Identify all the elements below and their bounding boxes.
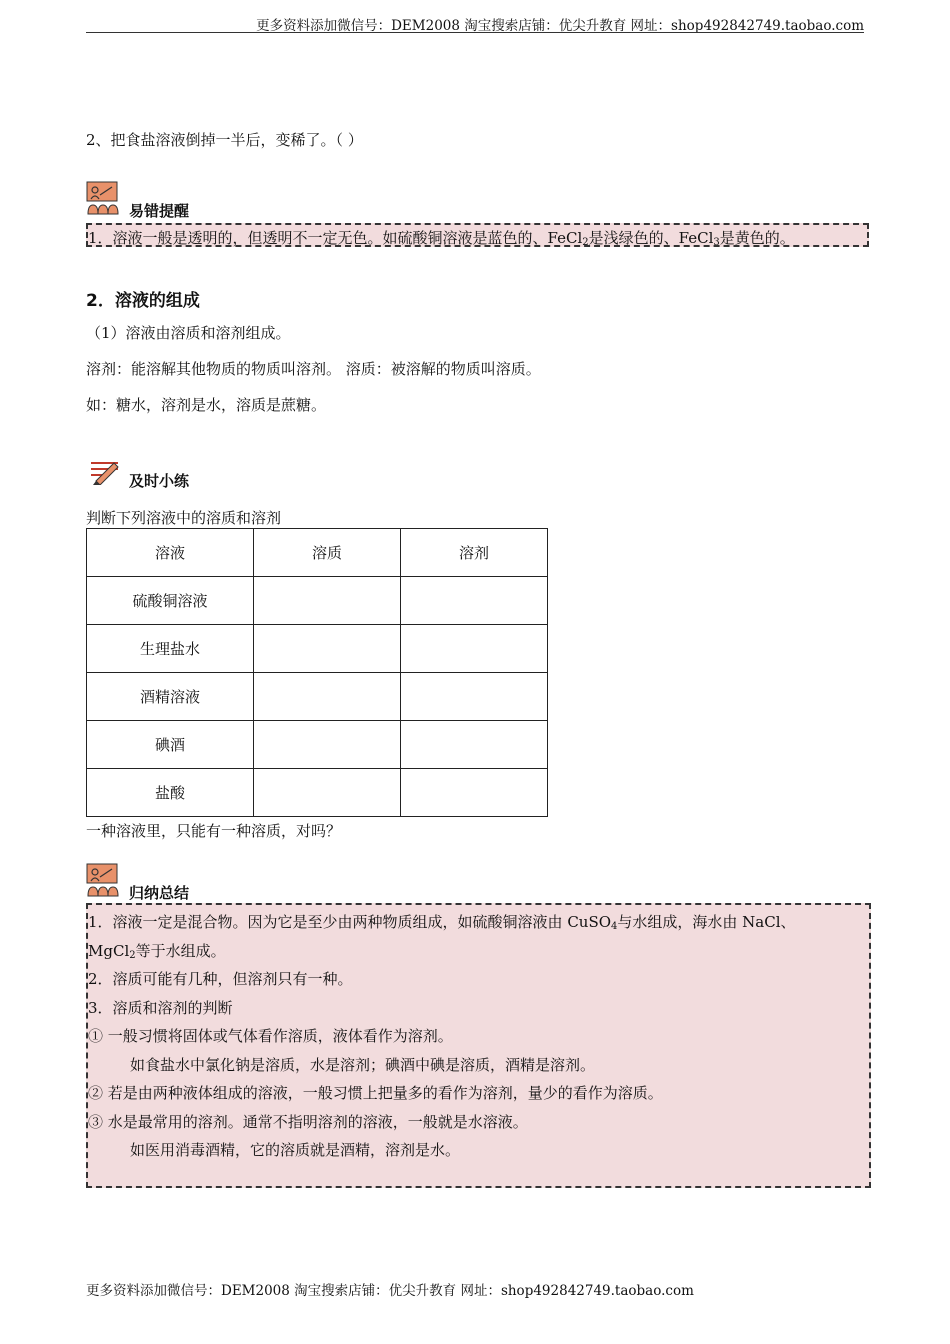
summary-sub: 2 [129,949,136,961]
tip-sub-a: 2 [582,237,589,248]
practice-question: 一种溶液里，只能有一种溶质，对吗？ [86,822,342,840]
section-title: 2．溶液的组成 [86,291,200,311]
summary-text: 等于水组成。 [135,941,226,960]
table-cell: 硫酸铜溶液 [87,577,254,625]
summary-sub: 4 [611,921,618,932]
summary-line: ③ 水是最常用的溶剂。通常不指明溶剂的溶液，一般就是水溶液。 [88,1112,528,1131]
table-header: 溶液 [87,529,254,577]
header-rule [86,32,864,33]
section-line-1: （1）溶液由溶质和溶剂组成。 [86,324,291,342]
table-header-row [87,529,548,577]
summary-line: 如医用消毒酒精，它的溶质就是酒精，溶剂是水。 [130,1141,461,1159]
table-cell [401,625,548,673]
tip-heading: 易错提醒 [129,202,190,220]
summary-text: 与水组成，海水由 NaCl、 [617,913,796,931]
table-row [87,721,548,769]
section-line-2: 溶剂：能溶解其他物质的物质叫溶剂。 溶质：被溶解的物质叫溶质。 [86,360,541,378]
tip-sub-b: 3 [713,237,720,248]
summary-line [88,908,865,937]
summary-line [88,937,865,966]
page-header: 更多资料添加微信号：DEM2008 淘宝搜索店铺：优尖升教育 网址：shop492842749.taobao.com [256,18,864,34]
table-cell [401,673,548,721]
table-cell: 生理盐水 [87,625,254,673]
summary-line: 3．溶质和溶剂的判断 [88,998,233,1017]
table-row [87,769,548,817]
practice-heading: 及时小练 [129,472,190,490]
page-footer: 更多资料添加微信号：DEM2008 淘宝搜索店铺：优尖升教育 网址：shop492842749.taobao.com [86,1283,694,1299]
table-cell: 碘酒 [87,721,254,769]
summary-heading: 归纳总结 [129,884,190,902]
table-cell [401,577,548,625]
table-cell [254,625,401,673]
summary-box [86,903,871,1188]
tip-text-b: 是浅绿色的、FeCl [588,229,714,247]
question-2: 2、把食盐溶液倒掉一半后，变稀了。（ ） [86,131,363,149]
section-line-3: 如：糖水，溶剂是水，溶质是蔗糖。 [86,396,327,414]
table-cell [254,673,401,721]
pencil-icon [88,459,122,489]
summary-line: 2．溶质可能有几种，但溶剂只有一种。 [88,970,353,988]
summary-text: 1．溶液一定是混合物。因为它是至少由两种物质组成，如硫酸铜溶液由 CuSO [88,913,612,931]
table-cell [401,721,548,769]
tip-text-a: 1．溶液一般是透明的，但透明不一定无色。如硫酸铜溶液是蓝色的、FeCl [88,229,583,247]
table-cell: 盐酸 [87,769,254,817]
table-cell [254,721,401,769]
table-cell [254,769,401,817]
table-row [87,577,548,625]
table-header: 溶剂 [401,529,548,577]
table-cell [254,577,401,625]
tip-box [86,223,869,247]
table-header: 溶质 [254,529,401,577]
table-row [87,673,548,721]
summary-line: ① 一般习惯将固体或气体看作溶质，液体看作为溶剂。 [88,1027,453,1045]
summary-line: 如食盐水中氯化钠是溶质，水是溶剂；碘酒中碘是溶质，酒精是溶剂。 [130,1055,596,1074]
teacher-icon [86,181,120,219]
teacher-icon [86,863,120,901]
table-cell: 酒精溶液 [87,673,254,721]
practice-instruction: 判断下列溶液中的溶质和溶剂 [86,509,282,527]
table-row [87,625,548,673]
tip-text-c: 是黄色的。 [719,229,795,247]
summary-line: ② 若是由两种液体组成的溶液，一般习惯上把量多的看作为溶剂，量少的看作为溶质。 [88,1084,663,1102]
table-cell [401,769,548,817]
summary-text: MgCl [88,941,130,960]
practice-table [86,528,548,817]
